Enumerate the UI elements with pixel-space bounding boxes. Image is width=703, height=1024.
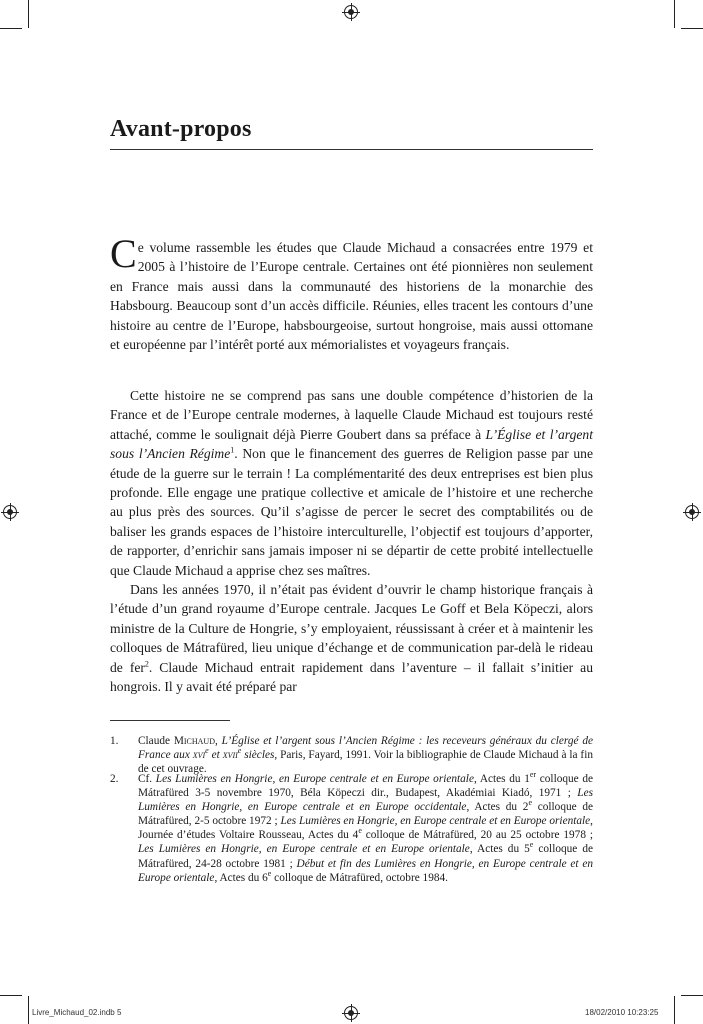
- slug-file-name: Livre_Michaud_02.indb 5: [32, 1008, 122, 1017]
- footnote-2-number: 2.: [110, 773, 119, 785]
- crop-mark-top-right-h: [681, 28, 703, 29]
- paragraph-1: [110, 231, 593, 354]
- footnote-ref-1[interactable]: 1: [230, 445, 235, 455]
- paragraph-2: [110, 386, 593, 580]
- registration-mark-top-icon: [344, 5, 358, 19]
- crop-mark-bottom-right-h: [681, 995, 703, 996]
- paragraph-3-text-a: Dans les années 1970, il n’était pas évident d’ouvrir le champ historique français à l’étude d’un grand royaume d’Europe centrale. Jacques Le Goff et Bela Köpeczi, alors ministre de la Culture de Hongrie, s’y employaient, réussissant à créer et à maintenir les colloques de Mátrafüred, lieu unique d’échange et de communication par-delà le rideau de fer: [110, 582, 593, 675]
- footnote-2: [110, 772, 593, 885]
- chapter-title: Avant-propos: [110, 116, 252, 142]
- registration-mark-right-icon: [685, 505, 699, 519]
- footnote-1-text: Claude Michaud, L’Église et l’argent sous l’Ancien Régime : les receveurs généraux du clergé de France aux xvi$^e$ et xvii$^e$ siècles, Paris, Fayard, 1991. Voir la bibliographie de Claude Michaud à la fin de cet ouvrage.: [138, 735, 593, 776]
- crop-mark-top-left-h: [0, 28, 22, 29]
- paragraph-2-text-b: . Non que le financement des guerres de Religion passe par une étude de la guerre sur le terrain ! La complémentarité des deux entreprises est bien plus profonde. Elle engage une pratique collective et amicale de l’histoire et une recherche au plus près des sources. Qu’il s’agisse de percer le secret des comptabilités ou de baliser les grands espaces de l’histoire interculturelle, l’objectif est toujours d’apporter, de rapporter, d’enrichir sans jamais imposer ni se départir de cette probité intellectuelle que Claude Michaud a apprise chez ses maîtres.: [110, 446, 594, 578]
- registration-mark-bottom-icon: [344, 1006, 358, 1020]
- footnote-ref-2[interactable]: 2: [144, 659, 149, 669]
- paragraph-2-book-title: L’Église et l’argent sous l’Ancien Régime: [110, 426, 593, 462]
- paragraph-block: [110, 386, 593, 697]
- paragraph-2-text-a: Cette histoire ne se comprend pas sans une double compétence d’historien de la France et de l’Europe centrale modernes, à laquelle Claude Michaud est toujours resté attaché, comme le soulignait déjà Pierre Goubert dans sa préface à: [110, 388, 593, 442]
- crop-mark-top-left: [28, 0, 29, 28]
- registration-mark-left-icon: [3, 505, 17, 519]
- paragraph-3-text-b: . Claude Michaud entrait rapidement dans l’aventure – il fallait s’initier au hongrois. Il y avait été préparé par: [110, 659, 593, 695]
- paragraph-1-text: e volume rassemble les études que Claude Michaud a consacrées entre 1979 et 2005 à l’histoire de l’Europe centrale. Certaines ont été pionnières non seulement en France mais aussi dans la communauté des historiens de la monarchie des Habsbourg. Beaucoup sont d’un accès difficile. Réunies, elles tracent les contours d’une histoire au centre de l’Europe, habsbourgeoise, surtout hongroise, mais aussi ottomane et européenne par l’intérêt porté aux mémorialistes et voyageurs français.: [110, 240, 593, 353]
- footnote-1: [110, 734, 593, 776]
- footnote-1-number: 1.: [110, 735, 119, 747]
- footnote-2-text: Cf. Les Lumières en Hongrie, en Europe centrale et en Europe orientale, Actes du 1er colloque de Mátrafüred 3-5 novembre 1970, Béla Köpeczi dir., Budapest, Akadémiai Kiadó, 1971 ; Les Lumières en Hongrie, en Europe centrale et en Europe occidentale, Actes du 2e colloque de Mátrafüred, 2-5 octobre 1972 ; Les Lumières en Hongrie, en Europe centrale et en Europe orientale, Journée d’études Voltaire Rousseau, Actes du 4e colloque de Mátrafüred, 20 au 25 octobre 1978 ; Les Lumières en Hongrie, en Europe centrale et en Europe orientale, Actes du 5e colloque de Mátrafüred, 24-28 octobre 1981 ; Début et fin des Lumières en Hongrie, en Europe centrale et en Europe orientale, Actes du 6e colloque de Mátrafüred, octobre 1984.: [138, 770, 594, 884]
- crop-mark-bottom-left: [28, 996, 29, 1024]
- footnote-rule: [110, 720, 230, 721]
- crop-mark-top-right: [674, 0, 675, 28]
- drop-cap: C: [110, 231, 137, 276]
- title-rule: [110, 149, 593, 150]
- paragraph-3: [110, 580, 593, 696]
- crop-mark-bottom-right: [674, 996, 675, 1024]
- crop-mark-bottom-left-h: [0, 995, 22, 996]
- slug-timestamp: 18/02/2010 10:23:25: [585, 1008, 659, 1017]
